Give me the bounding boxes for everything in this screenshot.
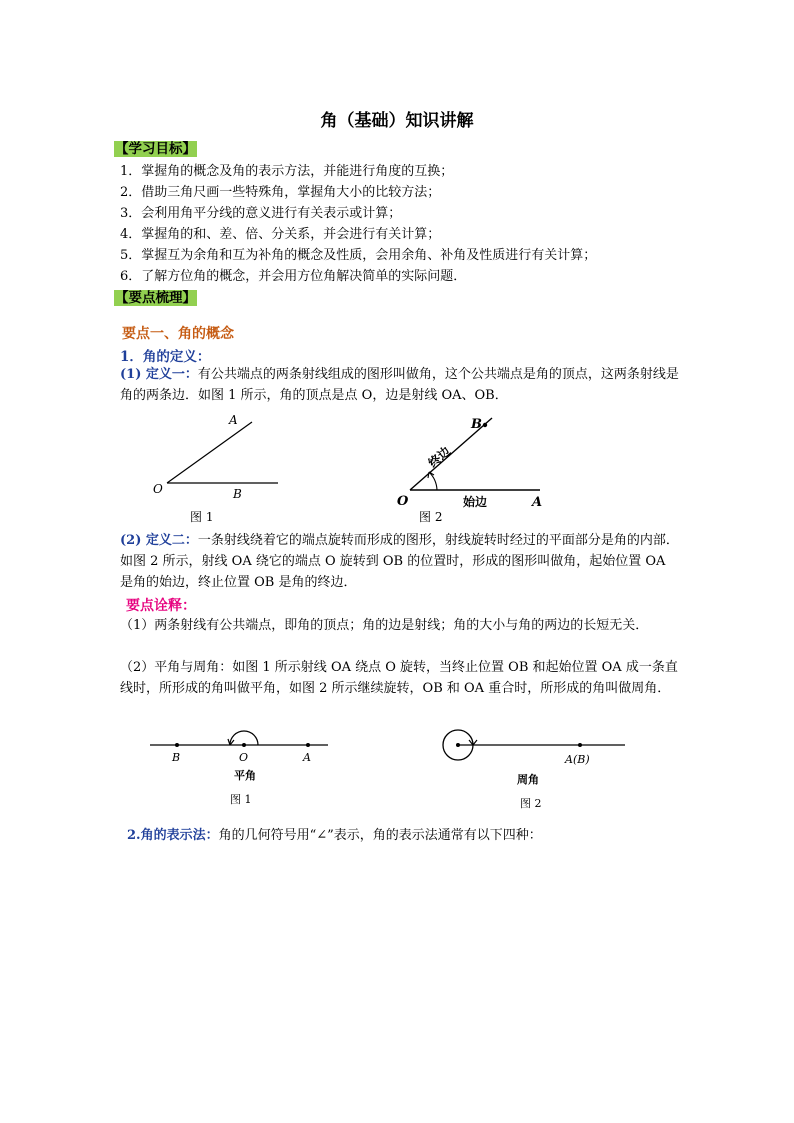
fig1-caption: 图 1 <box>190 510 214 524</box>
fig1-label-a: A <box>229 413 238 427</box>
fig3-name: 平角 <box>234 769 256 782</box>
goals-tag: 【学习目标】 <box>115 141 196 157</box>
goal-item: 5．掌握互为余角和互为补角的概念及性质，会用余角、补角及性质进行有关计算； <box>120 248 597 263</box>
fig3-label-b: B <box>172 751 181 764</box>
fig3-label-o: O <box>239 751 249 764</box>
goals-header <box>114 137 197 157</box>
points-header <box>114 286 197 306</box>
definition-two <box>120 530 680 593</box>
definition-one-label: (1) 定义一： <box>120 367 198 382</box>
notation-line <box>127 824 542 843</box>
definition-two-label: (2) 定义二： <box>120 533 198 548</box>
fig4-name: 周角 <box>517 773 539 786</box>
fig4-label-ab: A(B) <box>565 753 590 766</box>
round-angle-figure <box>435 725 635 815</box>
fig2-label-a: A <box>532 495 543 510</box>
points-tag: 【要点梳理】 <box>115 290 196 306</box>
definition-one <box>120 364 680 406</box>
fig3-caption: 图 1 <box>230 793 252 806</box>
goal-item: 4．掌握角的和、差、倍、分关系，并会进行有关计算； <box>120 227 441 242</box>
explanation-one: （1）两条射线有公共端点，即角的顶点；角的边是射线；角的大小与角的两边的长短无关． <box>120 618 649 633</box>
fig3-label-a: A <box>303 751 311 764</box>
straight-angle-figure <box>148 725 338 810</box>
notation-text: 角的几何符号用“∠”表示，角的表示法通常有以下四种： <box>218 828 542 843</box>
goal-item: 2．借助三角尺画一些特殊角，掌握角大小的比较方法； <box>120 185 441 200</box>
explanation-two: （2）平角与周角：如图 1 所示射线 OA 绕点 O 旋转，当终止位置 OB 和起始位置 OA 成一条直线时，所形成的角叫做平角，如图 2 所示继续旋转，OB 和 OA 重合时，所形成的角叫做周角． <box>120 660 678 696</box>
definition-two-text: 一条射线绕着它的端点旋转而形成的图形，射线旋转时经过的平面部分是角的内部．如图 2 所示，射线 OA 绕它的端点 O 旋转到 OB 的位置时，形成的图形叫做角，起始位置 OA 是角的始边，终止位置 OB 是角的终边． <box>120 533 679 590</box>
goal-item: 3．会利用角平分线的意义进行有关表示或计算； <box>120 206 402 221</box>
fig2-label-b: B <box>471 417 482 432</box>
fig2-start-side: 始边 <box>463 495 488 509</box>
fig1-label-b: B <box>233 487 242 501</box>
angle-figure-1 <box>145 410 295 525</box>
fig2-end-side: 终边 <box>425 443 454 471</box>
definition-heading: 1．角的定义： <box>120 349 211 365</box>
definition-one-text: 有公共端点的两条射线组成的图形叫做角，这个公共端点是角的顶点，这两条射线是角的两条边．如图 1 所示，角的顶点是点 O，边是射线 OA、OB． <box>120 367 679 403</box>
notation-label: 2.角的表示法： <box>127 828 219 843</box>
explanation-title: 要点诠释： <box>126 598 196 614</box>
fig4-caption: 图 2 <box>520 797 542 810</box>
goal-item: 6．了解方位角的概念，并会用方位角解决简单的实际问题． <box>120 269 467 284</box>
fig2-label-o: O <box>397 494 409 509</box>
angle-figure-2 <box>395 410 555 525</box>
page-title: 角（基础）知识讲解 <box>320 111 474 131</box>
fig1-label-o: O <box>153 482 163 496</box>
section1-title: 要点一、角的概念 <box>122 326 234 342</box>
goal-item: 1．掌握角的概念及角的表示方法，并能进行角度的互换； <box>120 164 454 179</box>
fig2-caption: 图 2 <box>419 510 443 524</box>
